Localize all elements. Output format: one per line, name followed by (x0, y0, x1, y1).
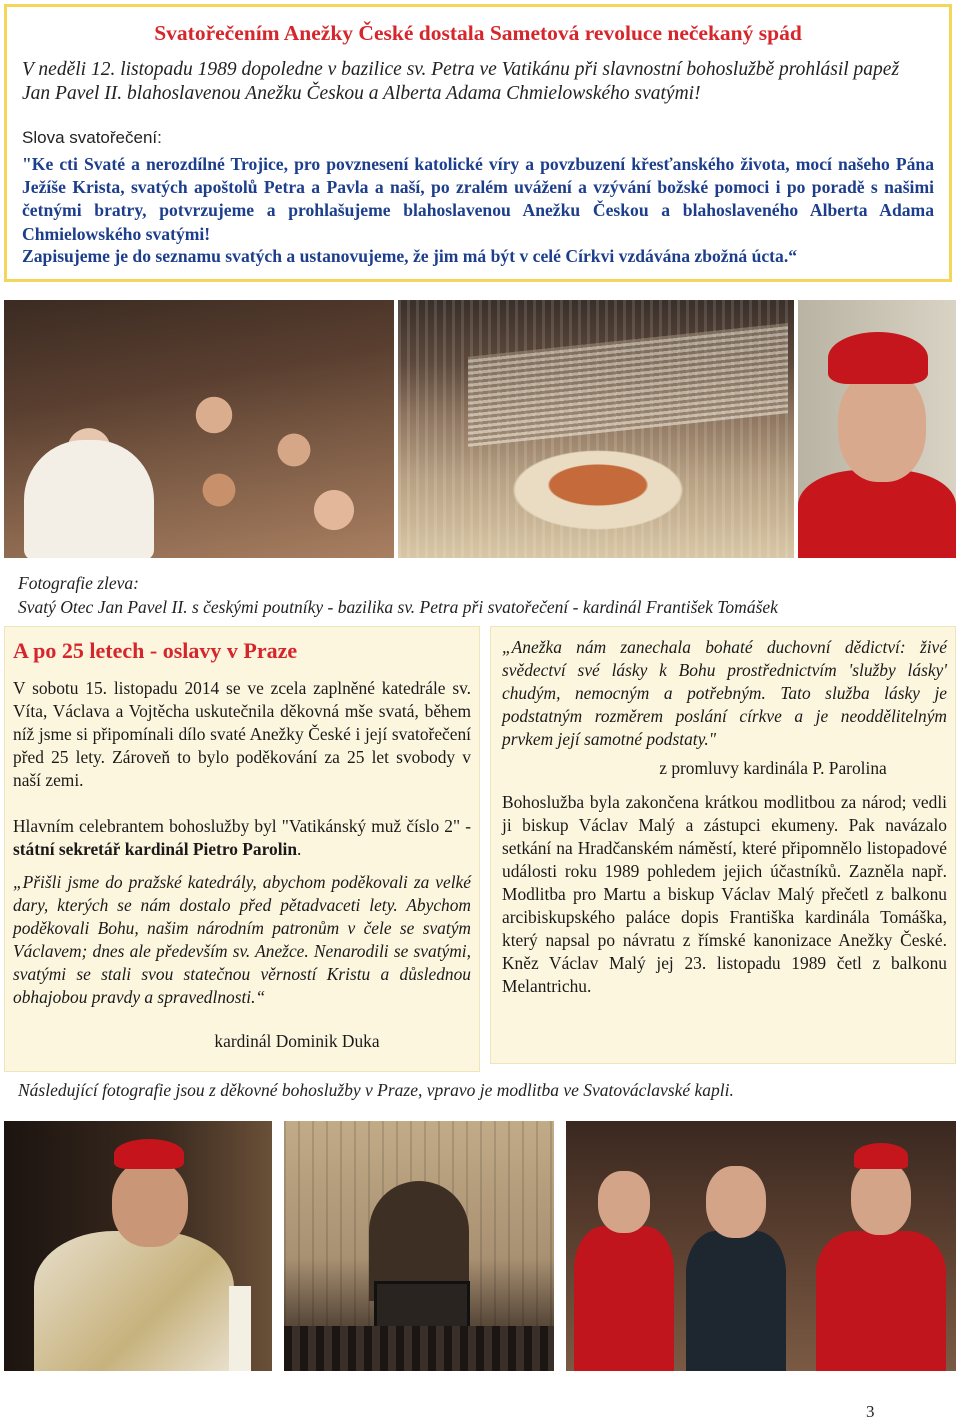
closing-paragraph: Bohoslužba byla zakončena krátkou modlitbou za národ; vedli ji biskup Václav Malý a zástupci ekumeny. Pak navázalo setkání na Hradčanském náměstí, které připomnělo listopadové události roku 1989 pohledem jejich účastníků. Zazněla např. Modlitba pro Martu a biskup Václav Malý přečetl z balkonu arcibiskupského paláce dopis Františka kardinála Tomáška, který napsal po návratu z římské kanonizace Anežky České. Kněz Václav Malý jej 23. listopadu 1989 četl z balkonu Melantrichu. (502, 792, 947, 996)
duka-signature: kardinál Dominik Duka (214, 1031, 380, 1051)
parolin-cap (114, 1139, 184, 1169)
intro-line-2: Jan Pavel II. blahoslavenou Anežku Českou a Alberta Adama Chmielowského svatými! (22, 83, 701, 104)
celebration-paragraph: V sobotu 15. listopadu 2014 se ve zcela zaplněné katedrále sv. Víta, Václava a Vojtěcha uskutečnila děkovná mše svatá, během níž jsme si připomínali dílo svaté Anežky České i její svatořečení před 25 lety. Zároveň to bylo poděkování za 25 let svobody v naší zemi. (13, 678, 471, 790)
candle (229, 1286, 251, 1371)
canonization-box (4, 4, 952, 282)
photo-pope-with-pilgrims (4, 300, 394, 558)
parolin-box (490, 626, 956, 1064)
page-number: 3 (866, 1402, 875, 1421)
photo-cardinal-parolin (4, 1121, 272, 1371)
intro-line-1: V neděli 12. listopadu 1989 dopoledne v bazilice sv. Petra ve Vatikánu při slavnostní bohoslužbě prohlásil papež (22, 59, 900, 80)
cardinal-cap (828, 332, 928, 384)
intro-text (22, 58, 934, 106)
photo-st-peters-basilica (398, 300, 794, 558)
crowd (284, 1326, 554, 1371)
cardinal-cap-right (854, 1143, 908, 1169)
photo-caption (18, 571, 778, 619)
canonization-formula: "Ke cti Svaté a nerozdílné Trojice, pro povznesení katolické víry a povzbuzení křesťanského života, mocí našeho Pána Ježíše Krista, svatých apoštolů Petra a Pavla a naší, po zralém uvážení a vzývání božské pomoci i po poradě s našimi četnými bratry, potvrzujeme a prohlašujeme blahoslavenou Anežku Českou a blahoslaveného Alberta Adama Chmielowského svatými! (22, 154, 934, 244)
prague-celebration-box (4, 626, 480, 1072)
pope-figure (24, 440, 154, 558)
photo-st-wenceslas-chapel (566, 1121, 956, 1371)
parolin-face (112, 1161, 188, 1247)
caption-line-1: Fotografie zleva: (18, 573, 140, 593)
caption-line-2: Svatý Otec Jan Pavel II. s českými poutníky - bazilika sv. Petra při svatořečení - kardinál František Tomášek (18, 597, 778, 617)
cardinal-face-right (851, 1161, 911, 1235)
celebrant-end: . (297, 839, 302, 859)
words-title: Slova svatořečení: (22, 128, 162, 147)
cardinal-figure-right (816, 1231, 946, 1371)
next-photos-caption: Následující fotografie jsou z děkovné bohoslužby v Praze, vpravo je modlitba ve Svatováclavské kapli. (18, 1080, 734, 1100)
man-face (706, 1166, 766, 1238)
parolin-signature: z promluvy kardinála P. Parolina (659, 758, 887, 778)
section-title: A po 25 letech - oslavy v Praze (13, 638, 298, 663)
cardinal-face (838, 370, 926, 482)
celebrant-paragraph (13, 815, 471, 861)
parolin-quote: „Anežka nám zanechala bohaté duchovní dědictví: živé svědectví své lásky k Bohu prostřednictvím 'služby lásky' chudým, nemocným a potřebným. Tato služba lásky je podstatným rozměrem poslání církve a je neoddělitelným prvkem její samotné podstaty." (502, 637, 947, 749)
photo-cathedral-portal (284, 1121, 554, 1371)
man-figure (686, 1231, 786, 1371)
cardinal-robe (798, 470, 956, 558)
cardinal-face-left (598, 1171, 650, 1233)
headline: Svatořečením Anežky České dostala Sametová revoluce nečekaný spád (154, 21, 802, 45)
basilica-crowd (468, 323, 788, 447)
parolin-vestment (34, 1231, 234, 1371)
cardinal-figure-left (574, 1226, 674, 1371)
photo-cardinal-tomasek (798, 300, 956, 558)
celebrant-text: Hlavním celebrantem bohoslužby byl "Vatikánský muž číslo 2" - (13, 816, 471, 836)
celebrant-name: státní sekretář kardinál Pietro Parolin (13, 839, 298, 859)
canonization-formula-last: Zapisujeme je do seznamu svatých a ustanovujeme, že jim má být v celé Církvi vzdávána zbožná úcta.“ (22, 246, 798, 266)
duka-quote: „Přišli jsme do pražské katedrály, abychom poděkovali za velké dary, kterých se nám dostalo před pětadvaceti lety. Abychom poděkovali Bohu, našim národním patronům v čele se svatým Václavem; dnes ale především sv. Anežce. Nenarodili se svatými, svatými se stali svou statečnou věrností Kristu a důslednou obhajobou pravdy a spravedlnosti.“ (13, 872, 471, 1007)
